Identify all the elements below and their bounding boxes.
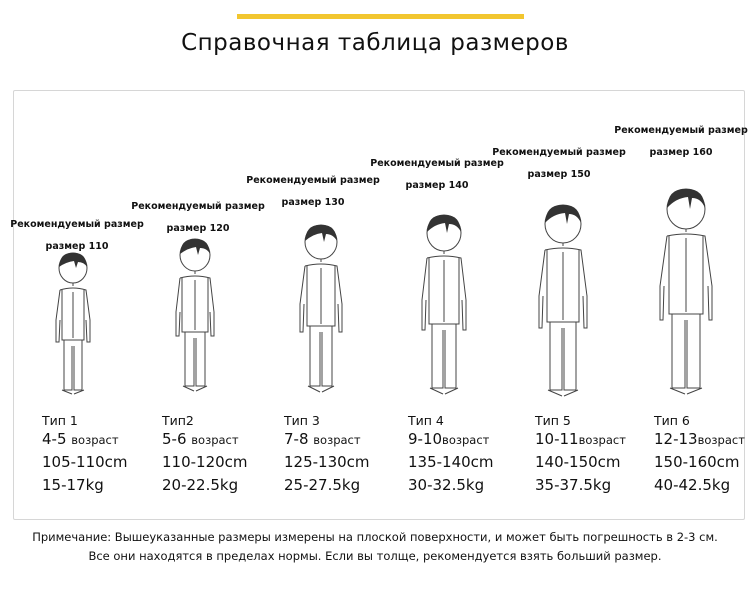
type-label-3: Тип 3 [284, 413, 320, 428]
age-word: возраст [442, 433, 490, 447]
height-6: 150-160cm [654, 453, 740, 471]
page-title: Справочная таблица размеров [181, 30, 569, 56]
weight-1: 15-17kg [42, 476, 104, 494]
height-2: 110-120cm [162, 453, 248, 471]
age-word: возраст [578, 433, 626, 447]
child-figure-4 [404, 212, 484, 400]
title-accent-bar [237, 14, 524, 19]
type-label-4: Тип 4 [408, 413, 444, 428]
type-label-1: Тип 1 [42, 413, 78, 428]
child-figure-5 [520, 202, 606, 402]
recommended-size: размер 150 [527, 169, 591, 180]
age-3 [284, 430, 361, 448]
recommended-size-label-3 [243, 170, 383, 214]
type-label-5: Тип 5 [535, 413, 571, 428]
age-4 [408, 430, 489, 448]
type-label-6: Тип 6 [654, 413, 690, 428]
recommended-size: размер 110 [45, 241, 109, 252]
age-word: возраст [697, 433, 745, 447]
recommended-size-label-5 [489, 142, 629, 186]
child-figure-2 [160, 236, 230, 396]
height-4: 135-140cm [408, 453, 494, 471]
recommended-label: Рекомендуемый размер [246, 175, 380, 186]
note-line-2: Все они находятся в пределах нормы. Если вы толще, рекомендуется взять больший размер. [88, 549, 662, 563]
height-5: 140-150cm [535, 453, 621, 471]
recommended-label: Рекомендуемый размер [131, 201, 265, 212]
age-range: 5-6 [162, 430, 187, 448]
child-figure-6 [641, 186, 731, 400]
age-range: 4-5 [42, 430, 67, 448]
age-word: возраст [71, 433, 119, 447]
age-word: возраст [313, 433, 361, 447]
recommended-label: Рекомендуемый размер [370, 158, 504, 169]
recommended-label: Рекомендуемый размер [10, 219, 144, 230]
age-6 [654, 430, 745, 448]
age-range: 7-8 [284, 430, 309, 448]
age-5 [535, 430, 626, 448]
age-range: 9-10 [408, 430, 443, 448]
recommended-size: размер 130 [281, 197, 345, 208]
age-2 [162, 430, 239, 448]
height-1: 105-110cm [42, 453, 128, 471]
weight-6: 40-42.5kg [654, 476, 731, 494]
child-figure-1 [38, 250, 108, 400]
note-line-1: Примечание: Вышеуказанные размеры измерены на плоской поверхности, и может быть погрешность в 2-3 см. [32, 530, 718, 544]
recommended-label: Рекомендуемый размер [492, 147, 626, 158]
weight-3: 25-27.5kg [284, 476, 361, 494]
weight-5: 35-37.5kg [535, 476, 612, 494]
age-range: 12-13 [654, 430, 698, 448]
recommended-size: размер 140 [405, 180, 469, 191]
child-figure-3 [283, 222, 359, 398]
age-range: 10-11 [535, 430, 579, 448]
weight-2: 20-22.5kg [162, 476, 239, 494]
recommended-size-label-4 [367, 153, 507, 197]
recommended-label: Рекомендуемый размер [614, 125, 748, 136]
height-3: 125-130cm [284, 453, 370, 471]
weight-4: 30-32.5kg [408, 476, 485, 494]
recommended-size: размер 160 [649, 147, 713, 158]
age-1 [42, 430, 119, 448]
recommended-size-label-6 [611, 120, 750, 164]
type-label-2: Тип2 [162, 413, 194, 428]
recommended-size: размер 120 [166, 223, 230, 234]
age-word: возраст [191, 433, 239, 447]
